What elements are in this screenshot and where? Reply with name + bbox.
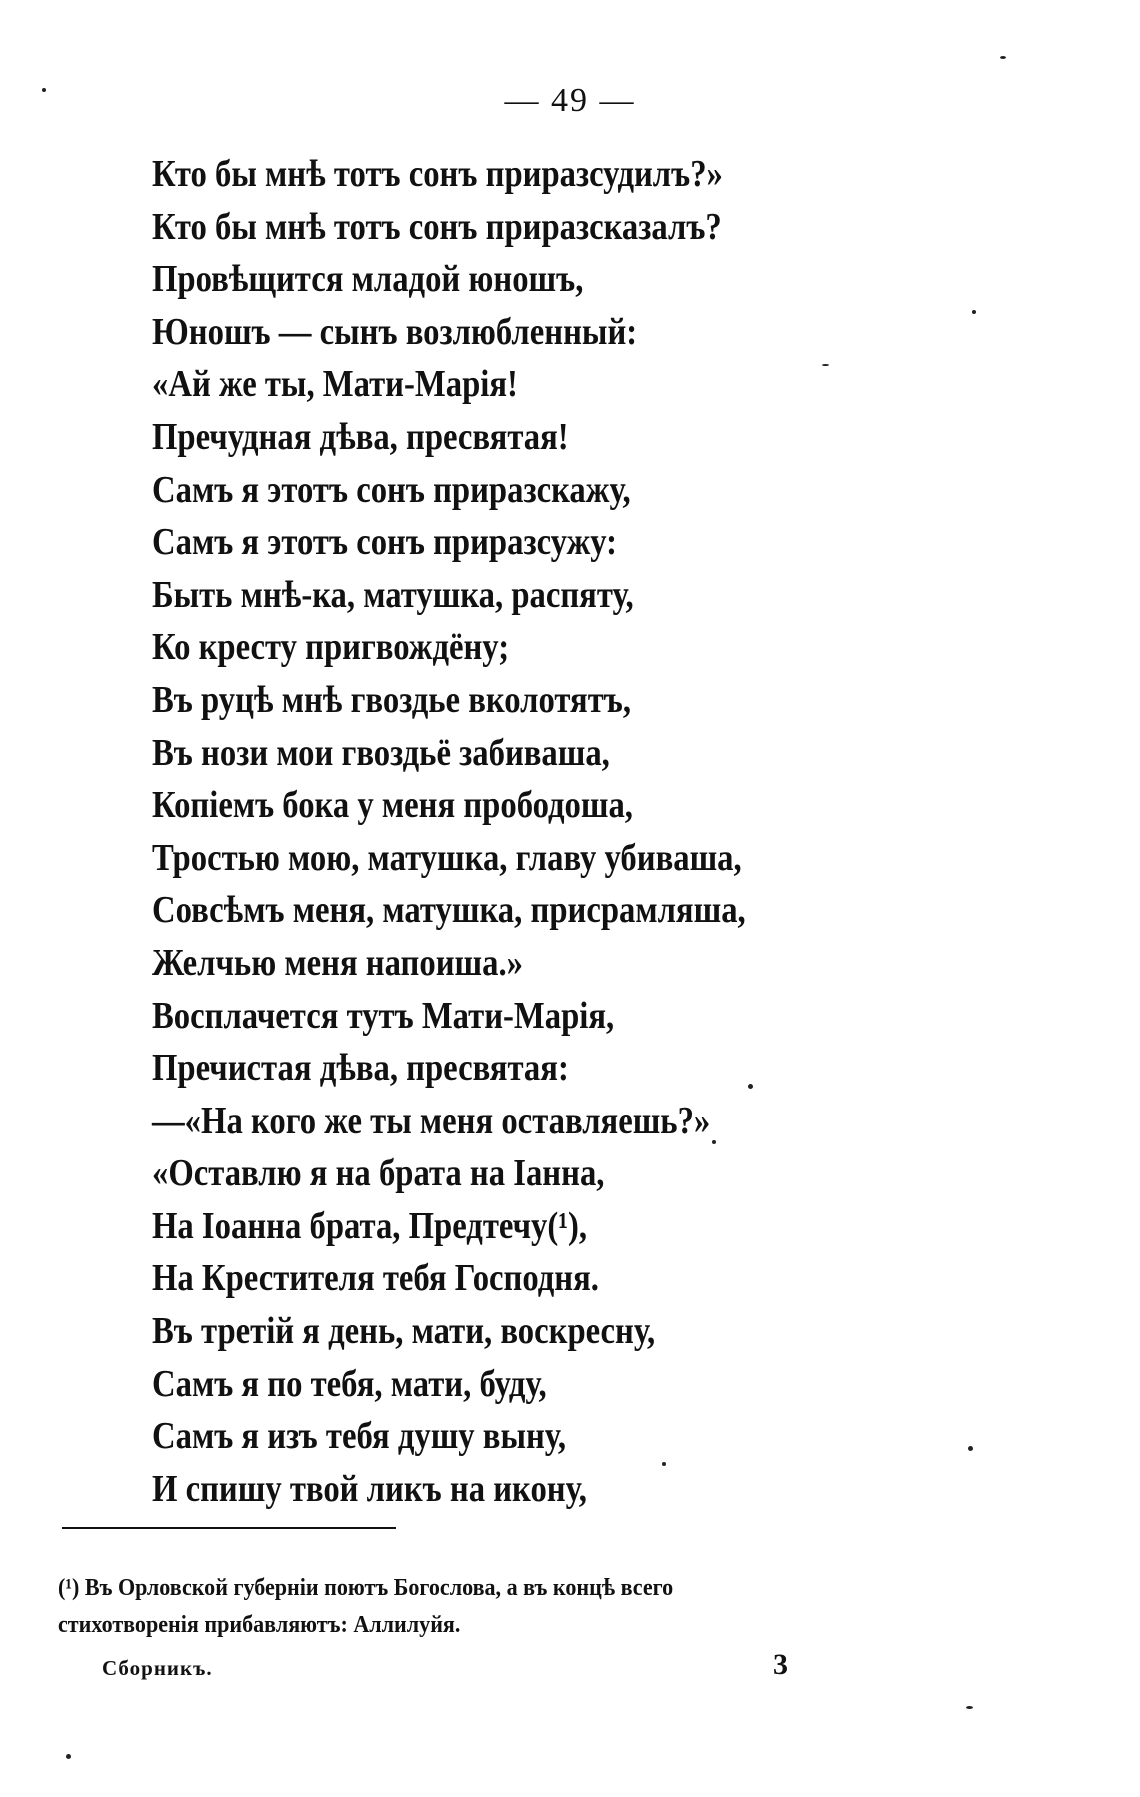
poem-line: И спишу твой ликъ на икону, bbox=[152, 1467, 587, 1510]
scan-speck bbox=[66, 1754, 71, 1759]
poem-line: Въ нози мои гвоздьё забиваша, bbox=[152, 731, 610, 774]
poem-line: На Іоанна брата, Предтечу(¹), bbox=[152, 1204, 588, 1247]
poem-line: Копіемъ бока у меня прободоша, bbox=[152, 784, 633, 827]
signature-mark: Сборникъ. bbox=[102, 1656, 213, 1680]
poem-line: Въ третій я день, мати, воскресну, bbox=[152, 1310, 656, 1353]
scan-speck bbox=[662, 1462, 666, 1466]
poem-line: Пречистая дѣва, пресвятая: bbox=[152, 1047, 569, 1090]
poem-line: «Оставлю я на брата на Іанна, bbox=[152, 1152, 605, 1195]
poem-line: На Крестителя тебя Господня. bbox=[152, 1257, 599, 1300]
poem-line: Самъ я этотъ сонъ приразскажу, bbox=[152, 468, 631, 511]
poem-line: Совсѣмъ меня, матушка, присрамляша, bbox=[152, 889, 746, 932]
scan-speck bbox=[972, 310, 976, 314]
footnote-line: (¹) Въ Орловской губерніи поютъ Богослова, а въ концѣ всего bbox=[58, 1575, 674, 1601]
poem-line: Восплачется тутъ Мати-Марія, bbox=[152, 994, 615, 1037]
poem-text bbox=[152, 148, 842, 1515]
poem-line: Самъ я изъ тебя душу выну, bbox=[152, 1415, 567, 1458]
poem-line: «Ай же ты, Мати-Марія! bbox=[152, 363, 518, 406]
scan-speck bbox=[968, 1446, 973, 1451]
poem-line: —«На кого же ты меня оставляешь?» bbox=[152, 1099, 711, 1142]
scan-speck bbox=[822, 364, 829, 366]
poem-line: Быть мнѣ-ка, матушка, распяту, bbox=[152, 573, 634, 616]
poem-line: Юношъ — сынъ возлюбленный: bbox=[152, 310, 638, 353]
page-number: — 49 — bbox=[504, 82, 636, 119]
footnote bbox=[58, 1570, 978, 1644]
scan-speck bbox=[966, 1706, 973, 1709]
sheet-number: 3 bbox=[773, 1648, 788, 1681]
scan-speck bbox=[712, 1140, 716, 1144]
poem-line: Тростью мою, матушка, главу убиваша, bbox=[152, 836, 742, 879]
scan-speck bbox=[1000, 56, 1006, 59]
scan-speck bbox=[748, 1084, 753, 1089]
poem-line: Самъ я этотъ сонъ приразсужу: bbox=[152, 521, 618, 564]
poem-line: Пречудная дѣва, пресвятая! bbox=[152, 415, 569, 458]
poem-line: Желчью меня напоиша.» bbox=[152, 941, 523, 984]
scan-speck bbox=[42, 88, 46, 92]
poem-line: Кто бы мнѣ тотъ сонъ приразсказалъ? bbox=[152, 205, 722, 248]
footnote-line: стихотворенія прибавляютъ: Аллилуйя. bbox=[58, 1612, 461, 1638]
poem-line: Въ руцѣ мнѣ гвоздье вколотятъ, bbox=[152, 678, 632, 721]
footnote-divider bbox=[62, 1527, 396, 1529]
poem-line: Провѣщится младой юношъ, bbox=[152, 258, 584, 301]
poem-line: Ко кресту пригвождёну; bbox=[152, 626, 510, 669]
poem-line: Кто бы мнѣ тотъ сонъ приразсудилъ?» bbox=[152, 153, 723, 195]
poem-line: Самъ я по тебя, мати, буду, bbox=[152, 1362, 547, 1405]
